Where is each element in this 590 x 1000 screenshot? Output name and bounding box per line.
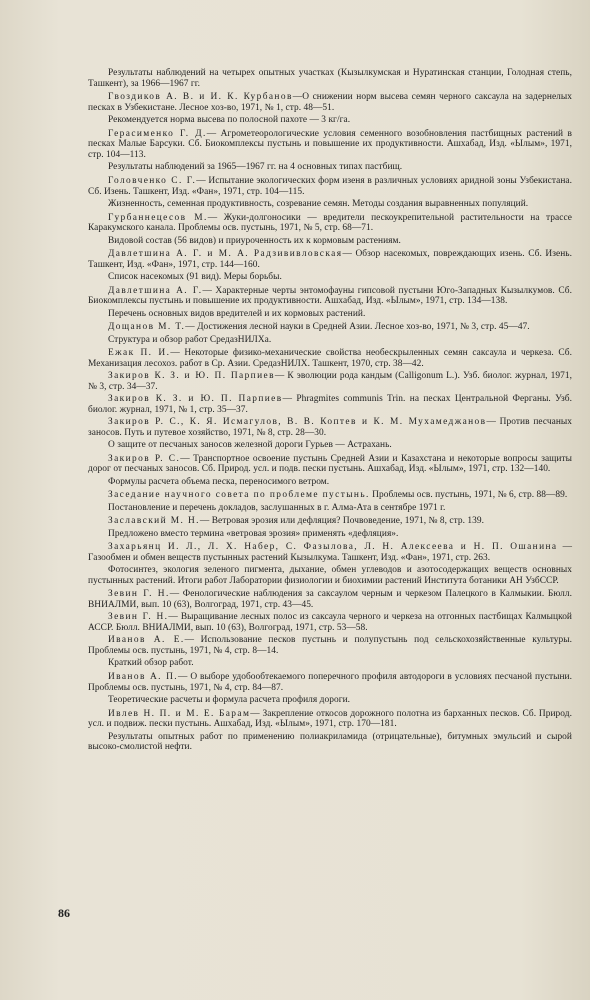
annotation-text [88,309,572,320]
bibliography-entry [88,709,572,730]
bibliography-entry [88,371,572,392]
bibliography-entry [88,417,572,438]
bibliography-entry [88,129,572,161]
annotation-text [88,68,572,89]
entry-text: Краткий обзор работ. [108,658,194,669]
bibliography-entry [88,92,572,113]
entry-text: Теоретические расчеты и формула расчета профиля дороги. [108,695,351,706]
entry-author: Дощанов М. Т. [108,322,186,333]
annotation-text [88,236,572,247]
entry-text: — Транспортное освоение пустынь Средней Азии и Казахстана и некоторые вопросы защиты дорог от песчаных заносов. Сб. Природ. усл. и подв. пески пустынь. Ашхабад, Изд. «Ылым», 1971, стр. 132—140. [88,453,572,475]
entry-text: Постановление и перечень докладов, заслушанных в г. Алма-Ата в сентябре 1971 г. [108,502,446,513]
entry-author: Зевин Г. Н. [108,589,170,600]
bibliography-entry [88,490,572,501]
entry-text: — Фенологические наблюдения за саксаулом черным и черкезом Палецкого в Калмыкии. Бюлл. ВНИАЛМИ, вып. 10 (63), Волгоград, 1971, стр. 43—45. [88,589,572,611]
entry-text: — Ветровая эрозия или дефляция? Почвоведение, 1971, № 8, стр. 139. [199,516,485,527]
entry-text: — Выращивание лесных полос из саксаула черного и черкеза на отгонных пастбищах Калмыцкой АССР. Бюлл. ВНИАЛМИ, вып. 10 (63), Волгоград, 1971, стр. 53—58. [88,612,572,634]
entry-author: Головченко С. Г. [108,175,197,186]
entry-text: — О выборе удобообтекаемого поперечного профиля автодороги в условиях песчаной пустыни. Проблемы осв. пустынь, 1971, № 4, стр. 84—87. [88,672,572,693]
entry-author: Герасименко Г. Д. [108,128,207,139]
entry-text: Видовой состав (56 видов) и приуроченность их к кормовым растениям. [108,235,401,246]
bibliography-entry [88,176,572,197]
entry-text: Результаты опытных работ по применению полиакриламида (отрицательные), битумных эмульсий и сырой высоко-смолистой нефти. [88,731,572,753]
annotation-text [88,115,572,126]
entry-text: — Использование песков пустынь и полупустынь под сельскохозяйственные культуры. Проблемы осв. пустынь, 1971, № 4, стр. 8—14. [88,635,572,657]
annotation-text [88,695,572,706]
bibliography-entry [88,589,572,610]
annotation-text [88,440,572,451]
entry-text: — Достижения лесной науки в Средней Азии. Лесное хоз-во, 1971, № 3, стр. 45—47. [185,322,530,333]
entry-text: — Жуки-долгоносики — вредители пескоукрепительной растительности на трассе Каракумского канала. Проблемы осв. пустынь, 1971, № 5, стр. 68—71. [88,212,572,234]
entry-text: —О снижении норм высева семян черного саксаула на задернелых песках в Узбекистане. Лесное хоз-во, 1971, № 1, стр. 48—51. [88,92,572,113]
annotation-text [88,162,572,173]
entry-author: Закиров Р. С., К. Я. Исмагулов, В. В. Коптев и К. М. Мухамеджанов [108,417,487,428]
entry-author: Заславский М. Н. [108,516,200,527]
entry-text: — К эволюции рода кандым (Calligonum L.). Узб. биолог. журнал, 1971, № 3, стр. 34—37. [88,371,572,392]
annotation-text [88,272,572,283]
entry-author: Закиров К. З. и Ю. П. Парпиев [108,371,275,382]
entry-author: Зевин Г. Н. [108,612,169,623]
bibliography-list [88,68,572,753]
entry-text: — Закрепление откосов дорожного полотна из барханных песков. Сб. Природ. усл. и подвиж. пески пустынь. Ашхабад, Изд. «Ылым», 1971, стр. 170—181. [88,708,572,730]
bibliography-entry [88,454,572,475]
entry-text: — Агрометеорологические условия семенного возобновления пастбищных растений в песках Малые Барсуки. Сб. Биокомплексы пустынь и повышение их продуктивности. Ашхабад, Изд. «Ылым», 1971, стр. 104—113. [88,128,572,160]
entry-author: Ивлев Н. П. и М. Е. Барам [108,708,251,719]
annotation-text [88,565,572,586]
entry-author: Гурбаннецесов М. [108,212,208,223]
entry-author: Захарьянц И. Л., Л. Х. Набер, С. Фазылова, Л. Н. Алексеева и Н. П. Ошанина [108,542,558,553]
bibliography-entry [88,672,572,693]
annotation-text [88,529,572,540]
bibliography-entry [88,612,572,633]
entry-author: Давлетшина А. Г. [108,285,203,296]
bibliography-entry [88,322,572,333]
entry-text: О защите от песчаных заносов железной дороги Гурьев — Астрахань. [108,440,392,451]
entry-author: Гвоздиков А. В. и И. К. Курбанов [108,92,293,103]
bibliography-entry [88,286,572,307]
entry-text: Жизненность, семенная продуктивность, созревание семян. Методы создания выравненных популяций. [108,198,529,209]
entry-text: Результаты наблюдений за 1965—1967 гг. на 4 основных типах пастбищ. [108,162,403,173]
entry-text: Список насекомых (91 вид). Меры борьбы. [108,272,282,283]
entry-text: Формулы расчета объема песка, переносимого ветром. [108,476,330,487]
bibliography-entry [88,394,572,415]
entry-author: Давлетшина А. Г. и М. А. Радзививловская [108,249,343,260]
entry-text: — Характерные черты энтомофауны гипсовой пустыни Юго-Западных Кызылкумов. Сб. Биокомплексы пустынь и повышение их продуктивности. Ашхабад, Изд. «Ылым», 1971, стр. 134—138. [88,285,572,307]
annotation-text [88,658,572,669]
entry-text: Проблемы осв. пустынь, 1971, № 6, стр. 88—89. [369,490,568,501]
bibliography-entry [88,348,572,369]
annotation-text [88,199,572,210]
bibliography-entry [88,542,572,563]
entry-text: — Phragmites communis Trin. на песках Центральной Ферганы. Узб. биолог. журнал, 1971, № 1, стр. 35—37. [88,394,572,415]
entry-text: Рекомендуется норма высева по полосной пахоте — 3 кг/га. [108,115,351,126]
page-number: 86 [58,906,70,920]
entry-text: Структура и обзор работ СредазНИЛХа. [108,334,272,345]
bibliography-entry [88,213,572,234]
entry-text: Предложено вместо термина «ветровая эрозия» применять «дефляция». [108,528,399,539]
entry-author: Иванов А. Е. [108,635,185,646]
entry-author: Иванов А. П. [108,672,179,683]
entry-text: Перечень основных видов вредителей и их кормовых растений. [108,308,366,319]
entry-text: — Газообмен и обмен веществ пустынных растений Кызылкума. Ташкент, Изд. «Фан», 1971, стр. 263. [88,542,572,563]
bibliography-entry [88,635,572,656]
annotation-text [88,732,572,753]
entry-author: Ежак П. И. [108,348,171,359]
entry-text: Результаты наблюдений на четырех опытных участках (Кызылкумская и Нуратинская станции, Голодная степь, Ташкент), за 1966—1967 гг. [88,68,572,89]
entry-author: Заседание научного совета по проблеме пустынь. [108,490,370,501]
annotation-text [88,503,572,514]
bibliography-entry [88,249,572,270]
entry-text: — Некоторые физико-механические свойства необескрыленных семян саксаула и черкеза. Сб. Механизация лесохоз. работ в Ср. Азии. СредазНИЛХ. Ташкент, 1970, стр. 38—42. [88,348,572,369]
bibliography-entry [88,516,572,527]
entry-author: Закиров К. З. и Ю. П. Парпиев [108,394,283,405]
annotation-text [88,335,572,346]
entry-author: Закиров Р. С. [108,453,181,464]
entry-text: — Испытание экологических форм изеня в различных условиях аридной зоны Узбекистана. Сб. Изень. Ташкент, Изд. «Фан», 1971, стр. 104—115. [88,175,572,197]
entry-text: — Обзор насекомых, повреждающих изень. Сб. Изень. Ташкент, Изд. «Фан», 1971, стр. 144—160. [88,249,572,270]
entry-text: — Против песчаных заносов. Путь и путевое хозяйство, 1971, № 8, стр. 28—30. [88,417,572,438]
entry-text: Фотосинтез, экология зеленого пигмента, дыхание, обмен углеводов и азотосодержащих веществ основных пустынных растений. Итоги работ Лаборатории физиологии и биохимии растений Института ботаники АН УзбССР. [88,565,572,586]
annotation-text [88,477,572,488]
